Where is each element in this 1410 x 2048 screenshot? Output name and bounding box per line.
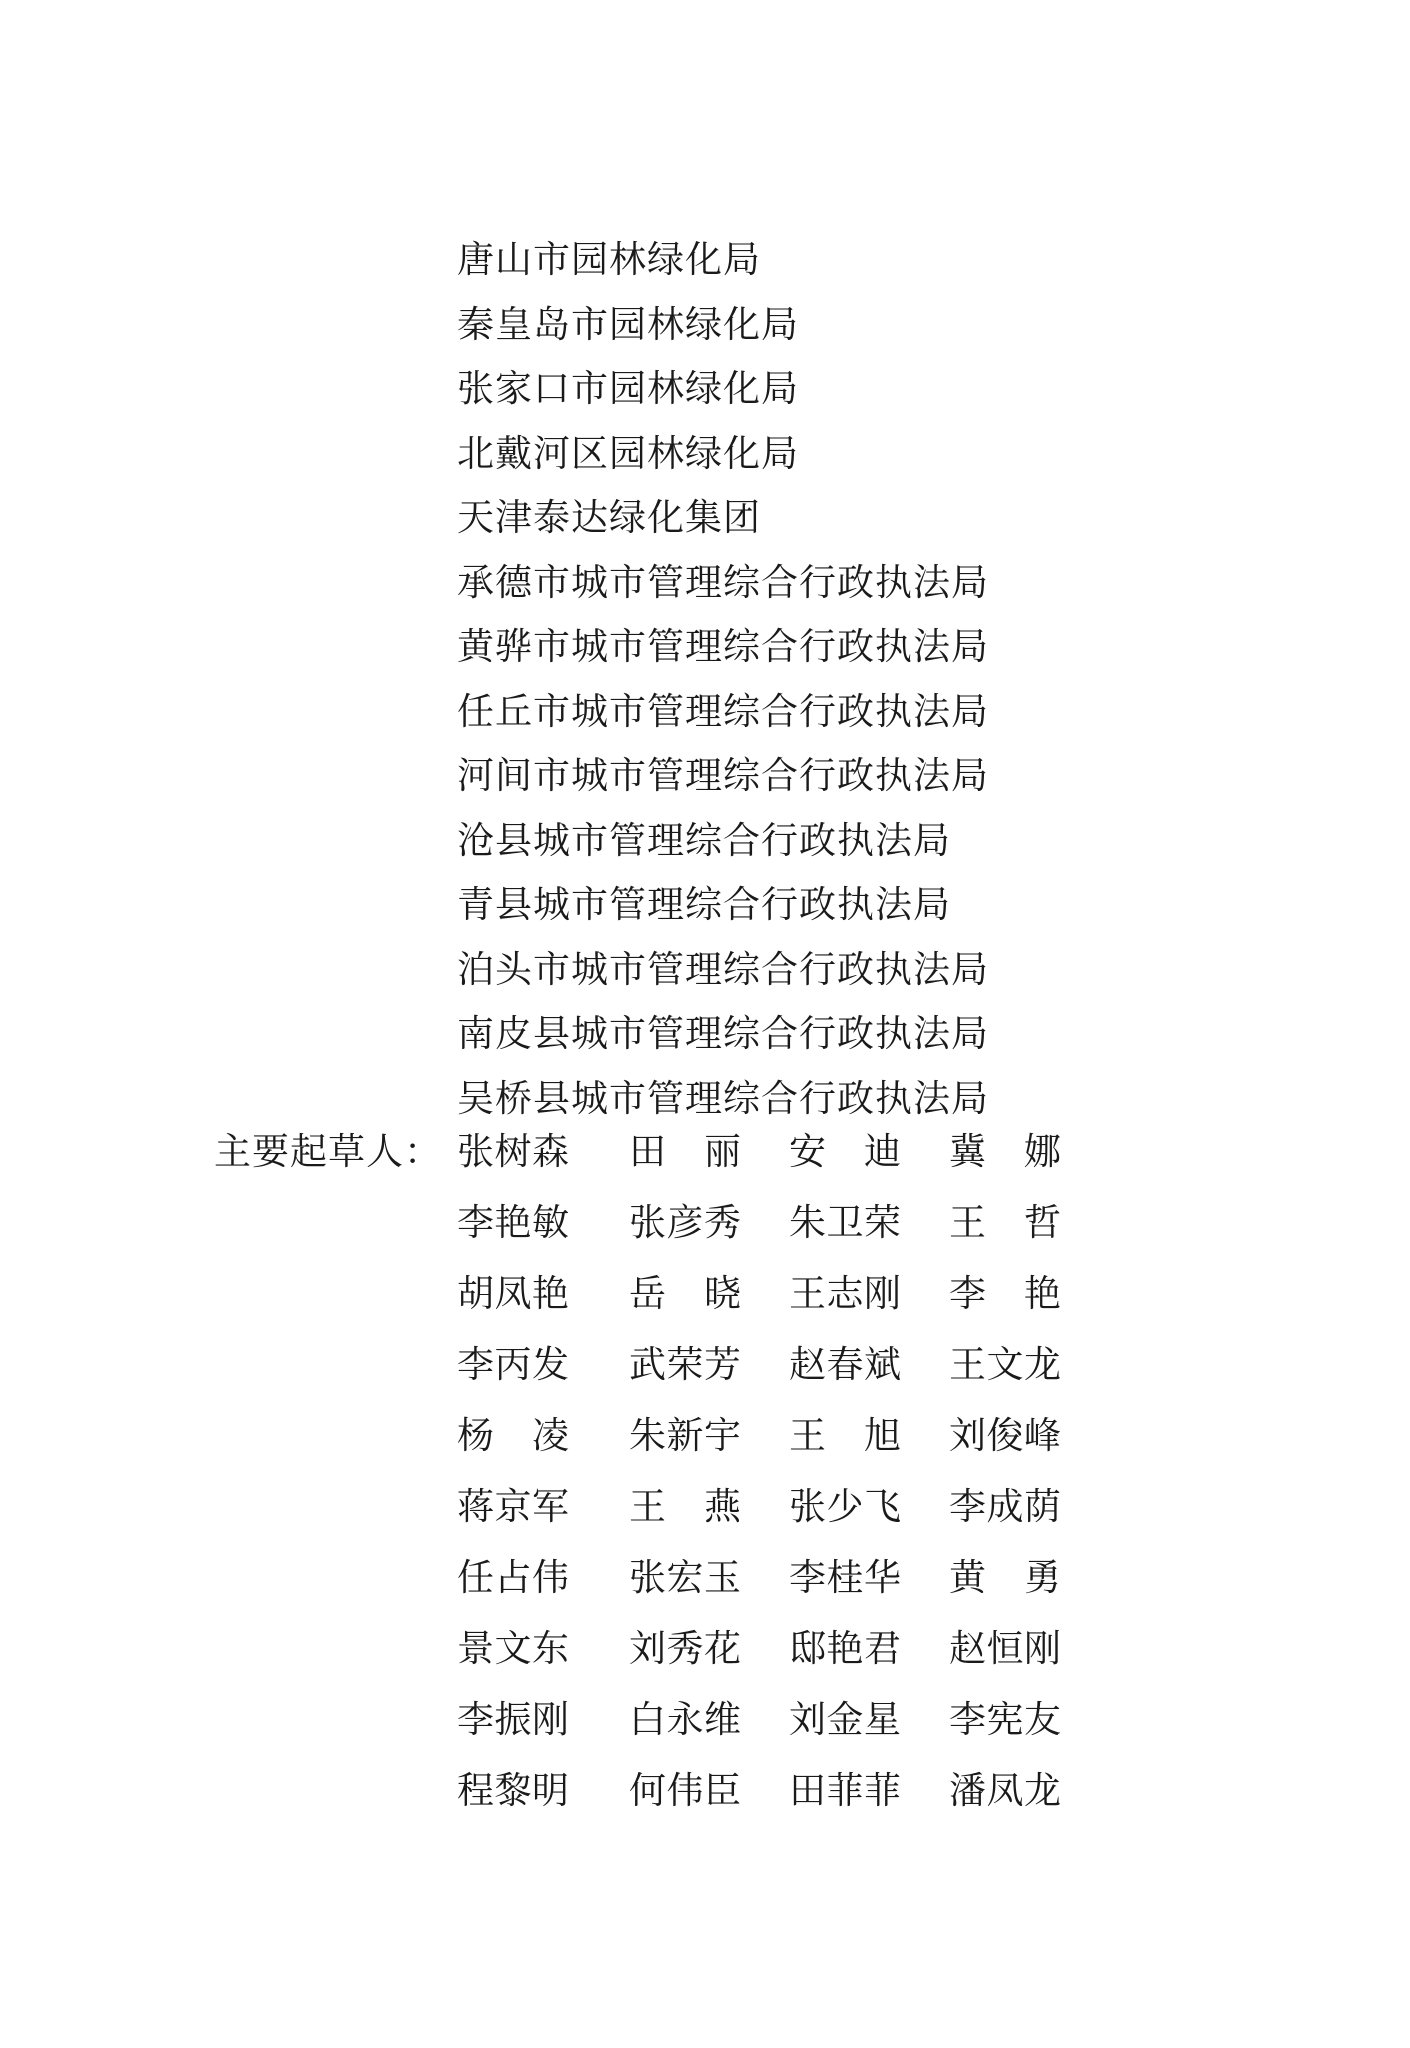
drafter-name: 张 宏 玉 <box>629 1556 741 1599</box>
organization-item: 青县城市管理综合行政执法局 <box>457 883 951 926</box>
drafters-label: 主要起草人： <box>214 1130 442 1173</box>
drafters-table <box>457 1120 1357 1830</box>
drafter-name: 刘 秀 花 <box>629 1627 741 1670</box>
drafter-name: 王 哲 <box>949 1201 1061 1244</box>
drafter-name: 岳 晓 <box>629 1272 741 1315</box>
drafter-name: 李 艳 <box>949 1272 1061 1315</box>
drafter-name: 李 宪 友 <box>949 1698 1061 1741</box>
organization-item: 天津泰达绿化集团 <box>457 496 761 539</box>
drafter-name: 王 旭 <box>789 1414 901 1457</box>
organization-item: 吴桥县城市管理综合行政执法局 <box>457 1076 989 1120</box>
organization-item: 黄骅市城市管理综合行政执法局 <box>457 625 989 668</box>
drafter-name: 刘 俊 峰 <box>949 1414 1061 1457</box>
drafters-row <box>457 1759 1357 1830</box>
drafters-row <box>457 1617 1357 1688</box>
drafter-name: 杨 凌 <box>457 1414 569 1457</box>
drafter-name: 张 树 森 <box>457 1130 569 1173</box>
drafter-name: 安 迪 <box>789 1130 901 1173</box>
drafters-row <box>457 1404 1357 1475</box>
organization-item: 河间市城市管理综合行政执法局 <box>457 754 989 797</box>
drafter-name: 任 占 伟 <box>457 1556 569 1599</box>
drafter-name: 刘 金 星 <box>789 1698 901 1741</box>
organization-list <box>457 228 1357 1131</box>
drafter-name: 武 荣 芳 <box>629 1343 741 1386</box>
drafter-name: 白 永 维 <box>629 1698 741 1741</box>
drafters-row <box>457 1688 1357 1759</box>
drafters-row <box>457 1546 1357 1617</box>
drafter-name: 李 丙 发 <box>457 1343 569 1386</box>
drafters-row <box>457 1333 1357 1404</box>
organization-item: 秦皇岛市园林绿化局 <box>457 302 799 346</box>
drafter-name: 朱 卫 荣 <box>789 1201 901 1244</box>
drafter-name: 张 彦 秀 <box>629 1201 741 1244</box>
drafters-row <box>457 1262 1357 1333</box>
drafters-row <box>457 1475 1357 1546</box>
drafter-name: 田 菲 菲 <box>789 1769 901 1812</box>
drafter-name: 冀 娜 <box>949 1130 1061 1173</box>
drafter-name: 李 桂 华 <box>789 1556 901 1599</box>
organization-item: 沧县城市管理综合行政执法局 <box>457 818 951 862</box>
drafter-name: 胡 凤 艳 <box>457 1272 569 1315</box>
organization-item: 任丘市城市管理综合行政执法局 <box>457 689 989 733</box>
organization-item: 北戴河区园林绿化局 <box>457 431 799 475</box>
organization-item: 承德市城市管理综合行政执法局 <box>457 560 989 604</box>
drafter-name: 田 丽 <box>629 1130 741 1173</box>
drafter-name: 赵 恒 刚 <box>949 1627 1061 1670</box>
drafter-name: 王 志 刚 <box>789 1272 901 1315</box>
organization-item: 泊头市城市管理综合行政执法局 <box>457 947 989 991</box>
drafter-name: 潘 凤 龙 <box>949 1769 1061 1812</box>
drafter-name: 李 成 荫 <box>949 1485 1061 1528</box>
drafter-name: 张 少 飞 <box>789 1485 901 1528</box>
drafter-name: 邸 艳 君 <box>789 1627 901 1670</box>
organization-item: 南皮县城市管理综合行政执法局 <box>457 1012 989 1055</box>
drafter-name: 程 黎 明 <box>457 1769 569 1812</box>
organization-item: 唐山市园林绿化局 <box>457 238 761 281</box>
drafter-name: 王 燕 <box>629 1485 741 1528</box>
drafter-name: 朱 新 宇 <box>629 1414 741 1457</box>
drafter-name: 赵 春 斌 <box>789 1343 901 1386</box>
drafter-name: 景 文 东 <box>457 1627 569 1670</box>
drafter-name: 黄 勇 <box>949 1556 1061 1599</box>
drafter-name: 李 艳 敏 <box>457 1201 569 1244</box>
drafter-name: 何 伟 臣 <box>629 1769 741 1812</box>
drafters-row <box>457 1191 1357 1262</box>
drafter-name: 蒋 京 军 <box>457 1485 569 1528</box>
drafter-name: 王 文 龙 <box>949 1343 1061 1386</box>
drafter-name: 李 振 刚 <box>457 1698 569 1741</box>
drafters-row <box>457 1120 1357 1191</box>
organization-item: 张家口市园林绿化局 <box>457 367 799 410</box>
